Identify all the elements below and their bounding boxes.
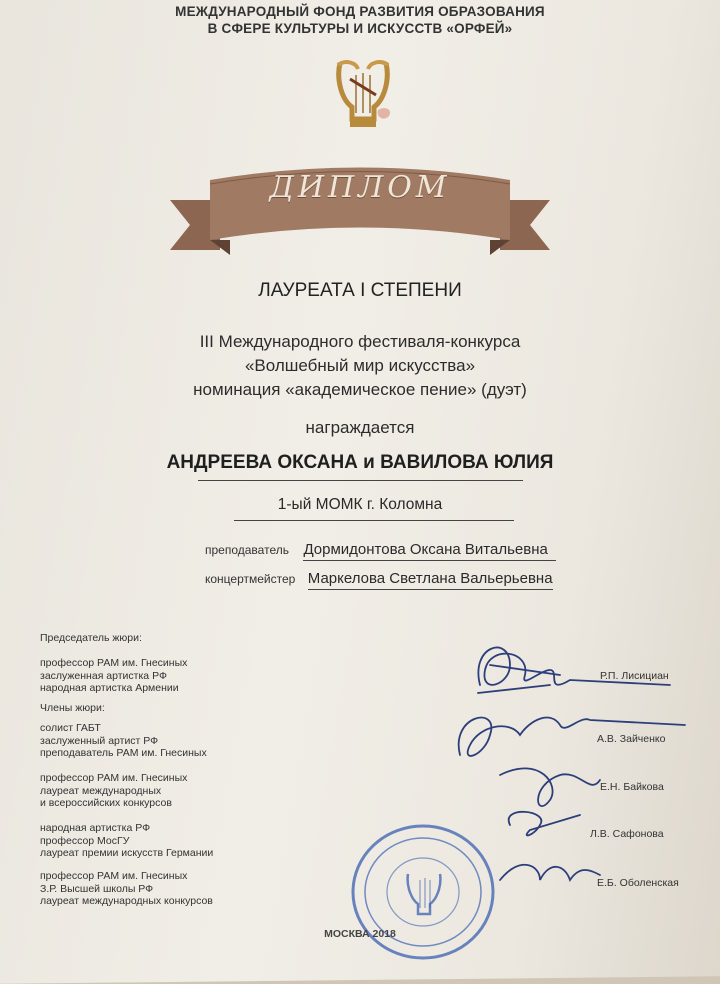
accompanist-row — [205, 570, 553, 588]
member-title-line: З.Р. Высшей школы РФ — [40, 882, 154, 895]
signatory-name: Р.П. Лисициан — [600, 670, 669, 682]
city-year: МОСКВА 2018 — [324, 928, 396, 940]
jury-member-2-titles — [40, 772, 187, 810]
teacher-name: Дормидонтова Оксана Витальевна — [303, 541, 555, 561]
signatory-name: А.В. Зайченко — [597, 733, 666, 745]
member-title-line: лауреат премии искусств Германии — [40, 847, 214, 859]
accompanist-name: Маркелова Светлана Вальерьевна — [308, 570, 553, 590]
member-title-line: профессор РАМ им. Гнесиных — [40, 870, 188, 882]
member-title-line: преподаватель РАМ им. Гнесиных — [40, 747, 207, 759]
member-title-line: лауреат международных — [40, 784, 162, 797]
school-name: 1-ый МОМК г. Коломна — [277, 496, 443, 513]
teacher-role: преподаватель — [205, 543, 289, 557]
chair-title-line: заслуженная артистка РФ — [40, 669, 167, 682]
awarded-label: награждается — [305, 418, 415, 437]
signatory-name: Е.Н. Байкова — [600, 781, 664, 793]
festival-line-2: «Волшебный мир искусства» — [244, 356, 476, 375]
laureate-degree: ЛАУРЕАТА I СТЕПЕНИ — [258, 280, 462, 301]
member-title-line: народная артистка РФ — [40, 822, 151, 834]
diploma-title: ДИПЛОМ — [269, 170, 451, 205]
signatory-name: Е.Б. Оболенская — [597, 877, 679, 889]
chair-title-line: народная артистка Армении — [40, 682, 179, 694]
signatory-name: Л.В. Сафонова — [590, 828, 664, 840]
member-title-line: и всероссийских конкурсов — [40, 797, 172, 809]
member-title-line: солист ГАБТ — [40, 722, 101, 734]
teacher-row — [205, 541, 556, 559]
chair-title-line: профессор РАМ им. Гнесиных — [40, 657, 188, 669]
jury-member-4-titles — [40, 870, 213, 908]
jury-chair-titles — [40, 657, 187, 695]
member-title-line: профессор РАМ им. Гнесиных — [40, 772, 188, 784]
school-underline — [234, 520, 514, 521]
recipient-underline — [198, 480, 523, 481]
festival-line-3: номинация «академическое пение» (дуэт) — [193, 380, 527, 399]
festival-info — [0, 330, 720, 402]
organization-header — [0, 3, 720, 37]
org-line-2: В СФЕРЕ КУЛЬТУРЫ И ИСКУССТВ «ОРФЕЙ» — [207, 21, 513, 36]
jury-chair-heading: Председатель жюри: — [40, 632, 142, 644]
jury-member-1-titles — [40, 722, 207, 760]
accompanist-role: концертмейстер — [205, 572, 296, 586]
jury-members-heading: Члены жюри: — [40, 702, 105, 714]
festival-line-1: III Международного фестиваля-конкурса — [199, 332, 521, 351]
member-title-line: лауреат международных конкурсов — [40, 895, 213, 907]
org-line-1: МЕЖДУНАРОДНЫЙ ФОНД РАЗВИТИЯ ОБРАЗОВАНИЯ — [175, 4, 545, 19]
jury-member-3-titles — [40, 822, 213, 860]
lyre-logo-icon — [328, 55, 398, 135]
member-title-line: заслуженный артист РФ — [40, 734, 159, 747]
recipient-names: АНДРЕЕВА ОКСАНА и ВАВИЛОВА ЮЛИЯ — [166, 452, 554, 473]
member-title-line: профессор МосГУ — [40, 834, 130, 847]
